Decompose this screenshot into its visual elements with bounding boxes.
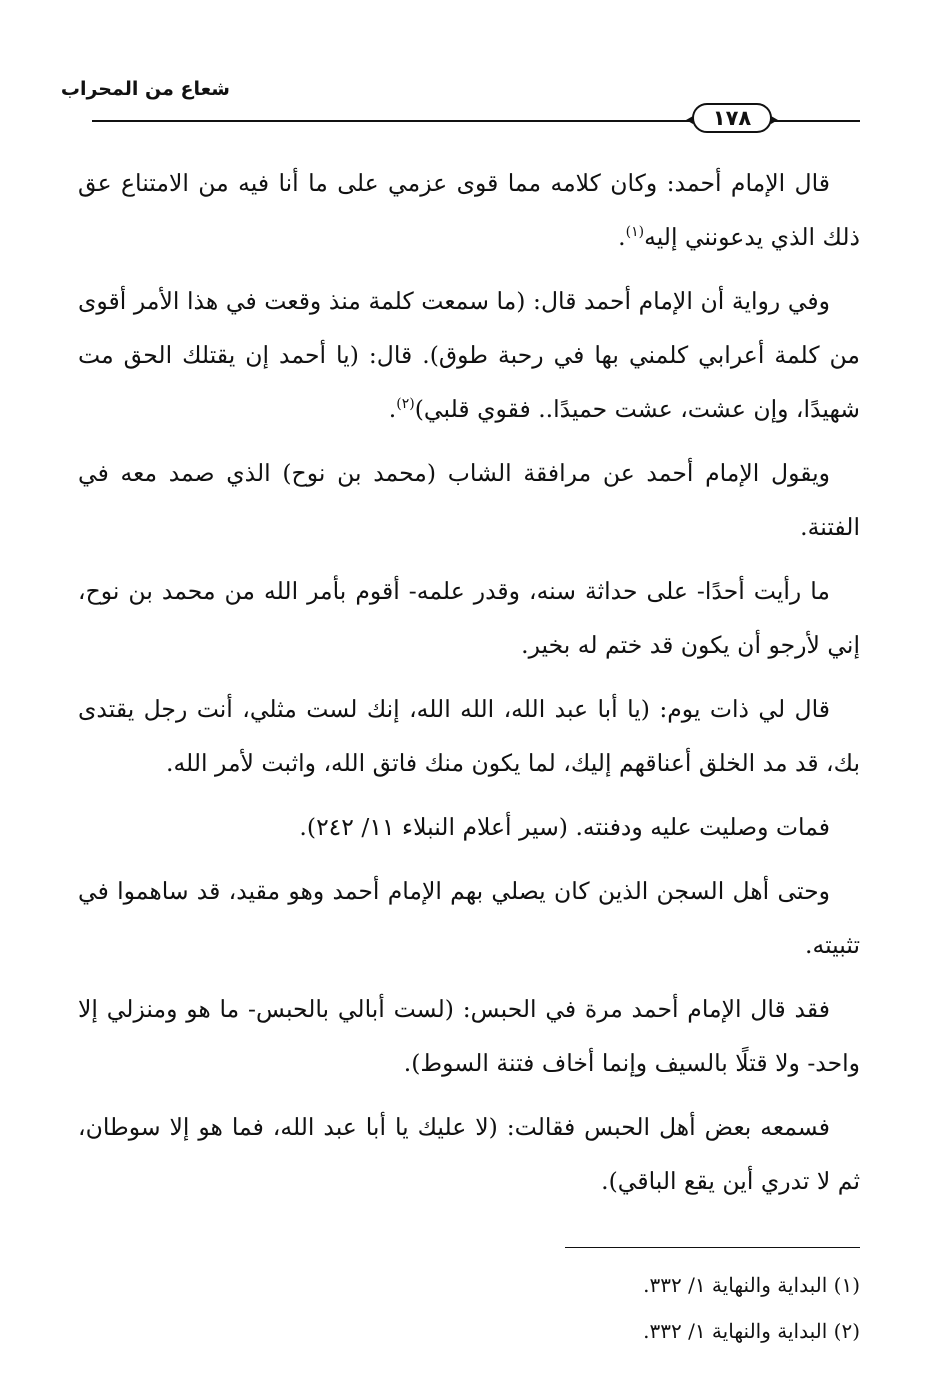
paragraph: ما رأيت أحدًا- على حداثة سنه، وقدر علمه- أقوم بأمر الله من محمد بن نوح، إني لأرجو أن يكون قد ختم له بخير.: [78, 577, 860, 659]
paragraph: فمات وصليت عليه ودفنته. (سير أعلام النبلاء ١١/ ٢٤٢).: [299, 813, 830, 841]
badge-right-tip: [771, 116, 778, 124]
paragraph: ويقول الإمام أحمد عن مرافقة الشاب (محمد بن نوح) الذي صمد معه في الفتنة.: [78, 459, 860, 541]
paragraph-text: قال الإمام أحمد: وكان كلامه مما قوى عزمي على ما أنا فيه من الامتناع عق ذلك الذي يدعونني إليه: [78, 169, 860, 251]
running-header-title: شعاع من المحراب: [60, 78, 230, 100]
paragraph-ending: .: [618, 223, 626, 251]
footnote-2: (٢) البداية والنهاية ١/ ٣٣٢.: [643, 1319, 860, 1343]
page-number: ١٧٨: [712, 106, 752, 130]
footnote-ref: (٢): [396, 396, 415, 413]
paragraph: [78, 156, 860, 264]
footnote-1: (١) البداية والنهاية ١/ ٣٣٢.: [643, 1273, 860, 1297]
paragraph: قال لي ذات يوم: (يا أبا عبد الله، الله الله، إنك لست مثلي، أنت رجل يقتدى بك، قد مد الخلق أعناقهم إليك، لما يكون منك فاتق الله، واثبت لأمر الله.: [78, 695, 860, 777]
paragraph-text: وفي رواية أن الإمام أحمد قال: (ما سمعت كلمة منذ وقعت في هذا الأمر أقوى من كلمة أعرابي كلمني بها في رحبة طوق). قال: (يا أحمد إن يقتلك الحق مت شهيدًا، وإن عشت، عشت حميدًا.. فقوي قلبي): [78, 287, 860, 423]
paragraph-ending: .: [388, 395, 397, 423]
paragraph: [78, 274, 860, 436]
badge-left-tip: [686, 116, 693, 124]
footnote-separator: [565, 1247, 860, 1248]
paragraph: فسمعه بعض أهل الحبس فقالت: (لا عليك يا أبا عبد الله، فما هو إلا سوطان، ثم لا تدري أين يقع الباقي).: [78, 1113, 860, 1195]
paragraph: وحتى أهل السجن الذين كان يصلي بهم الإمام أحمد وهو مقيد، قد ساهموا في تثبيته.: [78, 877, 860, 959]
paragraph: فقد قال الإمام أحمد مرة في الحبس: (لست أبالي بالحبس- ما هو ومنزلي إلا واحد- ولا قتلًا بالسيف وإنما أخاف فتنة السوط).: [78, 995, 860, 1077]
body-text: [78, 156, 860, 1218]
page-number-badge: [692, 103, 772, 133]
footnotes: [78, 1262, 860, 1354]
footnote-ref: (١): [625, 224, 645, 241]
